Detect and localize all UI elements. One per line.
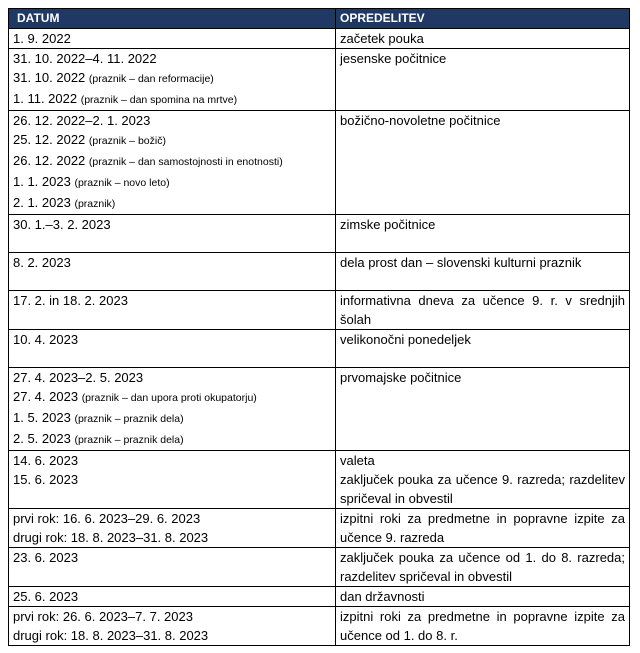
- description-text: dela prost dan – slovenski kulturni praznik: [340, 255, 582, 270]
- description-cell: [336, 509, 630, 548]
- date-text: 2. 1. 2023: [13, 195, 71, 210]
- header-datum: DATUM: [9, 9, 336, 29]
- table-row: [9, 111, 630, 215]
- date-text: 23. 6. 2023: [13, 550, 79, 565]
- date-cell: [9, 291, 336, 330]
- date-text: 1. 11. 2022: [13, 91, 78, 106]
- description-text: zaključek pouka za učence 9. razreda; razdelitev spričeval in obvestil: [340, 472, 625, 506]
- date-text: 8. 2. 2023: [13, 255, 71, 270]
- date-text: 10. 4. 2023: [13, 332, 79, 347]
- table-row: [9, 607, 630, 646]
- date-text: 1. 1. 2023: [13, 174, 71, 189]
- date-cell: [9, 548, 336, 587]
- table-row: [9, 215, 630, 253]
- description-text: izpitni roki za predmetne in popravne izpite za učence 9. razreda: [340, 511, 625, 545]
- date-cell: [9, 330, 336, 368]
- date-text: 1. 9. 2022: [13, 31, 71, 46]
- holiday-note: (praznik – božič): [88, 135, 166, 147]
- date-line: [13, 151, 331, 172]
- description-text: začetek pouka: [340, 31, 424, 46]
- date-line: [13, 587, 331, 606]
- description-cell: [336, 49, 630, 111]
- date-text: 26. 12. 2022: [13, 153, 86, 168]
- date-cell: [9, 509, 336, 548]
- holiday-note: (praznik – novo leto): [74, 177, 170, 189]
- date-text: 27. 4. 2023: [13, 389, 79, 404]
- date-line: [13, 607, 331, 626]
- table-row: [9, 49, 630, 111]
- description-text: jesenske počitnice: [340, 51, 447, 66]
- date-line: [13, 451, 331, 470]
- description-text: informativna dneva za učence 9. r. v srednjih šolah: [340, 293, 625, 327]
- date-text: 2. 5. 2023: [13, 431, 71, 446]
- date-cell: [9, 215, 336, 253]
- date-line: [13, 215, 331, 234]
- date-line: [13, 509, 331, 528]
- date-text: drugi rok: 18. 8. 2023–31. 8. 2023: [13, 530, 209, 545]
- date-line: [13, 68, 331, 89]
- date-text: 27. 4. 2023–2. 5. 2023: [13, 370, 144, 385]
- date-cell: [9, 368, 336, 451]
- table-row: [9, 587, 630, 607]
- table-row: [9, 368, 630, 451]
- date-line: [13, 49, 331, 68]
- date-text: 26. 12. 2022–2. 1. 2023: [13, 113, 151, 128]
- date-line: [13, 89, 331, 110]
- description-text: velikonočni ponedeljek: [340, 332, 471, 347]
- date-text: prvi rok: 16. 6. 2023–29. 6. 2023: [13, 511, 201, 526]
- table-row: [9, 451, 630, 509]
- date-text: 31. 10. 2022–4. 11. 2022: [13, 51, 157, 66]
- header-row: [9, 9, 630, 29]
- description-cell: [336, 587, 630, 607]
- description-cell: [336, 330, 630, 368]
- date-line: [13, 408, 331, 429]
- date-cell: [9, 29, 336, 49]
- date-text: 15. 6. 2023: [13, 472, 79, 487]
- table-row: [9, 253, 630, 291]
- date-line: [13, 330, 331, 349]
- date-text: 17. 2. in 18. 2. 2023: [13, 293, 128, 308]
- holiday-note: (praznik): [74, 198, 116, 210]
- date-text: 14. 6. 2023: [13, 453, 79, 468]
- holiday-note: (praznik – dan reformacije): [88, 73, 214, 85]
- description-text: dan državnosti: [340, 589, 425, 604]
- date-line: [13, 29, 331, 48]
- date-text: prvi rok: 26. 6. 2023–7. 7. 2023: [13, 609, 193, 624]
- description-cell: [336, 29, 630, 49]
- description-cell: [336, 607, 630, 646]
- description-text: božično-novoletne počitnice: [340, 113, 501, 128]
- description-text: prvomajske počitnice: [340, 370, 462, 385]
- holiday-note: (praznik – dan upora proti okupatorju): [81, 392, 257, 404]
- date-line: [13, 429, 331, 450]
- table-row: [9, 548, 630, 587]
- description-cell: [336, 451, 630, 509]
- description-text: zimske počitnice: [340, 217, 436, 232]
- date-cell: [9, 253, 336, 291]
- date-text: 25. 6. 2023: [13, 589, 79, 604]
- holiday-note: (praznik – dan spomina na mrtve): [80, 94, 238, 106]
- description-cell: [336, 291, 630, 330]
- date-line: [13, 172, 331, 193]
- date-text: 25. 12. 2022: [13, 132, 86, 147]
- date-line: [13, 528, 331, 547]
- holiday-note: (praznik – praznik dela): [74, 413, 184, 425]
- header-opredelitev: OPREDELITEV: [336, 9, 630, 29]
- date-line: [13, 253, 331, 272]
- description-cell: [336, 215, 630, 253]
- date-line: [13, 111, 331, 130]
- description-text: izpitni roki za predmetne in popravne izpite za učence od 1. do 8. r.: [340, 609, 625, 643]
- date-line: [13, 387, 331, 408]
- date-cell: [9, 49, 336, 111]
- date-line: [13, 626, 331, 645]
- date-line: [13, 548, 331, 567]
- table-body: [9, 29, 630, 646]
- date-text: 31. 10. 2022: [13, 70, 86, 85]
- school-calendar-table: [8, 8, 630, 646]
- description-cell: [336, 111, 630, 215]
- date-cell: [9, 607, 336, 646]
- date-text: 30. 1.–3. 2. 2023: [13, 217, 111, 232]
- description-cell: [336, 253, 630, 291]
- description-cell: [336, 368, 630, 451]
- date-line: [13, 470, 331, 489]
- table-row: [9, 291, 630, 330]
- date-cell: [9, 111, 336, 215]
- date-line: [13, 130, 331, 151]
- table-row: [9, 330, 630, 368]
- date-cell: [9, 587, 336, 607]
- date-line: [13, 291, 331, 310]
- date-line: [13, 193, 331, 214]
- table-row: [9, 29, 630, 49]
- description-text: zaključek pouka za učence od 1. do 8. razreda; razdelitev spričeval in obvestil: [340, 550, 625, 584]
- date-line: [13, 368, 331, 387]
- table-row: [9, 509, 630, 548]
- date-text: drugi rok: 18. 8. 2023–31. 8. 2023: [13, 628, 209, 643]
- date-text: 1. 5. 2023: [13, 410, 71, 425]
- holiday-note: (praznik – praznik dela): [74, 434, 184, 446]
- holiday-note: (praznik – dan samostojnosti in enotnosti): [88, 156, 283, 168]
- description-cell: [336, 548, 630, 587]
- description-text: valeta: [340, 453, 375, 468]
- date-cell: [9, 451, 336, 509]
